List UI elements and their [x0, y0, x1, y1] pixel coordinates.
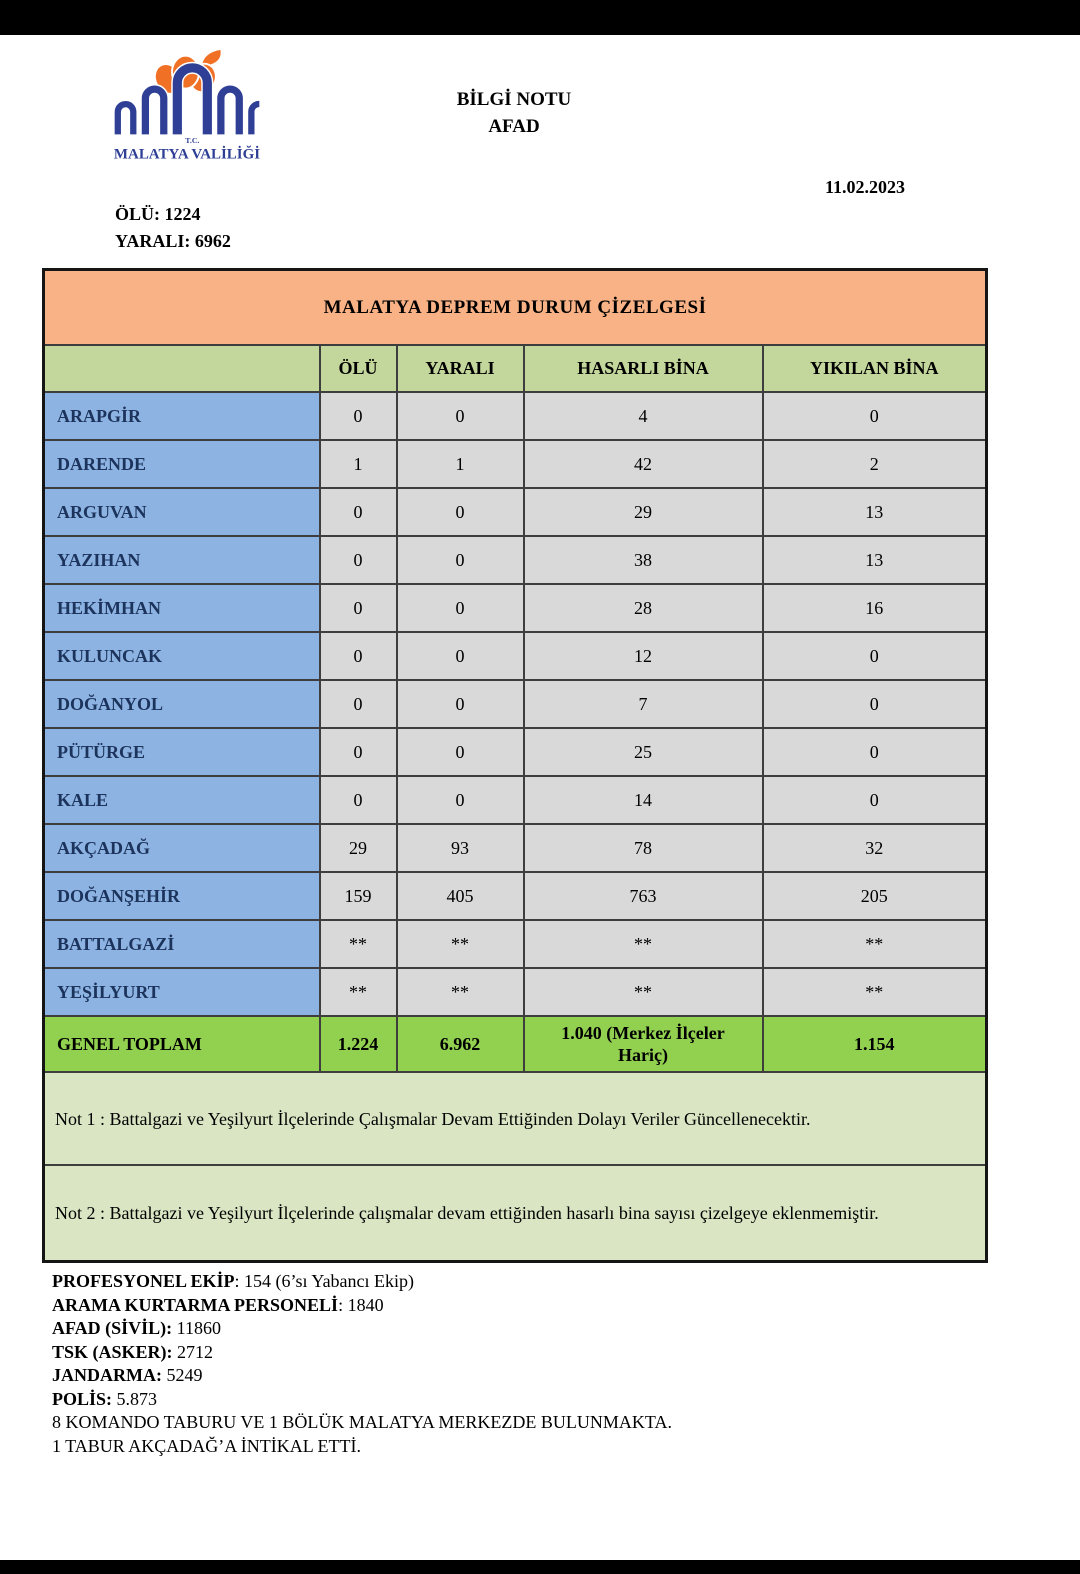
- value-cell: 0: [397, 680, 524, 728]
- value-cell: 205: [763, 872, 987, 920]
- district-row: [44, 536, 987, 584]
- district-row: [44, 488, 987, 536]
- info-line-value: : 1840: [338, 1294, 384, 1315]
- value-cell: 0: [397, 392, 524, 440]
- district-row: [44, 584, 987, 632]
- district-row: [44, 728, 987, 776]
- district-name-cell: BATTALGAZİ: [44, 920, 320, 968]
- document-title-line1: BİLGİ NOTU: [456, 89, 572, 110]
- value-cell: **: [763, 920, 987, 968]
- info-line: [52, 1294, 672, 1318]
- info-line: [52, 1317, 672, 1341]
- district-row: [44, 680, 987, 728]
- document-title-line2: AFAD: [488, 116, 540, 137]
- district-row: [44, 968, 987, 1016]
- district-name-cell: KULUNCAK: [44, 632, 320, 680]
- district-row: [44, 632, 987, 680]
- grand-total-injured: 6.962: [397, 1016, 524, 1072]
- value-cell: 0: [763, 728, 987, 776]
- column-header-collapsed-buildings: YIKILAN BİNA: [763, 345, 987, 392]
- info-line-label: JANDARMA:: [52, 1365, 162, 1385]
- district-row: [44, 776, 987, 824]
- table-head-section: [44, 270, 987, 393]
- summary-dead: ÖLÜ: 1224: [115, 204, 201, 224]
- value-cell: 0: [320, 584, 397, 632]
- value-cell: **: [397, 920, 524, 968]
- value-cell: 2: [763, 440, 987, 488]
- value-cell: 28: [524, 584, 763, 632]
- table-title: MALATYA DEPREM DURUM ÇİZELGESİ: [44, 270, 987, 346]
- info-line: [52, 1435, 672, 1459]
- district-name-cell: DARENDE: [44, 440, 320, 488]
- table-foot-section: [44, 1016, 987, 1262]
- district-name-cell: ARGUVAN: [44, 488, 320, 536]
- info-line-label: AFAD (SİVİL):: [52, 1318, 173, 1338]
- value-cell: **: [524, 920, 763, 968]
- district-name-cell: ARAPGİR: [44, 392, 320, 440]
- district-name-cell: DOĞANŞEHİR: [44, 872, 320, 920]
- casualty-summary: [115, 201, 231, 255]
- district-row: [44, 824, 987, 872]
- note-1-row: [44, 1072, 987, 1165]
- note-1-text: Not 1 : Battalgazi ve Yeşilyurt İlçelerinde Çalışmalar Devam Ettiğinden Dolayı Veriler Güncellenecektir.: [44, 1072, 987, 1165]
- value-cell: 13: [763, 488, 987, 536]
- value-cell: 0: [320, 680, 397, 728]
- grand-total-dead: 1.224: [320, 1016, 397, 1072]
- value-cell: 0: [397, 776, 524, 824]
- value-cell: 0: [763, 776, 987, 824]
- grand-total-label: GENEL TOPLAM: [44, 1016, 320, 1072]
- value-cell: 0: [320, 632, 397, 680]
- value-cell: 38: [524, 536, 763, 584]
- info-line-value: 5249: [161, 1365, 203, 1385]
- column-header-district: [44, 345, 320, 392]
- district-name-cell: PÜTÜRGE: [44, 728, 320, 776]
- info-line-label: POLİS:: [52, 1388, 113, 1409]
- value-cell: 0: [320, 536, 397, 584]
- value-cell: 29: [524, 488, 763, 536]
- malatya-valiligi-logo: [112, 48, 262, 166]
- value-cell: 0: [320, 776, 397, 824]
- value-cell: 0: [397, 488, 524, 536]
- district-row: [44, 872, 987, 920]
- value-cell: 0: [397, 632, 524, 680]
- value-cell: **: [763, 968, 987, 1016]
- column-header-injured: YARALI: [397, 345, 524, 392]
- info-line-value: 5.873: [112, 1388, 158, 1409]
- value-cell: 0: [397, 584, 524, 632]
- table-title-row: [44, 270, 987, 346]
- district-name-cell: DOĞANYOL: [44, 680, 320, 728]
- district-rows-section: [44, 392, 987, 1016]
- district-row: [44, 920, 987, 968]
- grand-total-damaged-text: 1.040 (Merkez İlçeler Hariç): [561, 1023, 725, 1065]
- info-line: [52, 1411, 672, 1435]
- letterbox-top-bar: [0, 0, 1080, 35]
- value-cell: 0: [320, 392, 397, 440]
- value-cell: **: [320, 968, 397, 1016]
- value-cell: 763: [524, 872, 763, 920]
- value-cell: 14: [524, 776, 763, 824]
- district-name-cell: YEŞİLYURT: [44, 968, 320, 1016]
- info-line-value: 11860: [172, 1318, 222, 1338]
- value-cell: 1: [397, 440, 524, 488]
- earthquake-status-table: [42, 268, 988, 1263]
- value-cell: 25: [524, 728, 763, 776]
- logo-wordmark: MALATYA VALİLİĞİ: [113, 146, 256, 163]
- value-cell: 0: [397, 536, 524, 584]
- info-line-value: 1 TABUR AKÇADAĞ’A İNTİKAL ETTİ.: [52, 1435, 362, 1456]
- value-cell: 29: [320, 824, 397, 872]
- district-row: [44, 440, 987, 488]
- note-2-text: Not 2 : Battalgazi ve Yeşilyurt İlçelerinde çalışmalar devam ettiğinden hasarlı bina sayısı çizelgeye eklenmemiştir.: [44, 1165, 987, 1262]
- column-header-dead: ÖLÜ: [320, 345, 397, 392]
- info-line-value: 2712: [172, 1341, 214, 1362]
- info-line-label: TSK (ASKER):: [52, 1341, 173, 1362]
- value-cell: 1: [320, 440, 397, 488]
- logo-tc-text: T.C.: [185, 135, 200, 145]
- district-row: [44, 392, 987, 440]
- document-title: [404, 86, 624, 140]
- personnel-info-block: [52, 1270, 672, 1458]
- value-cell: 13: [763, 536, 987, 584]
- value-cell: **: [397, 968, 524, 1016]
- info-line-value: 8 KOMANDO TABURU VE 1 BÖLÜK MALATYA MERKEZDE BULUNMAKTA.: [52, 1412, 672, 1432]
- value-cell: 93: [397, 824, 524, 872]
- info-line: [52, 1388, 672, 1412]
- value-cell: 405: [397, 872, 524, 920]
- value-cell: 16: [763, 584, 987, 632]
- info-line-value: : 154 (6’sı Yabancı Ekip): [234, 1271, 415, 1291]
- value-cell: 159: [320, 872, 397, 920]
- info-line: [52, 1341, 672, 1365]
- table-header-row: [44, 345, 987, 392]
- value-cell: 0: [397, 728, 524, 776]
- district-name-cell: KALE: [44, 776, 320, 824]
- logo-arches-icon: [114, 62, 260, 135]
- column-header-damaged-buildings: HASARLI BİNA: [524, 345, 763, 392]
- info-line: [52, 1270, 672, 1294]
- value-cell: **: [320, 920, 397, 968]
- district-name-cell: YAZIHAN: [44, 536, 320, 584]
- grand-total-collapsed: 1.154: [763, 1016, 987, 1072]
- value-cell: 42: [524, 440, 763, 488]
- document-date: 11.02.2023: [824, 177, 905, 197]
- district-name-cell: AKÇADAĞ: [44, 824, 320, 872]
- info-line-label: PROFESYONEL EKİP: [52, 1271, 235, 1291]
- grand-total-damaged: [524, 1016, 763, 1072]
- value-cell: 0: [763, 632, 987, 680]
- value-cell: 0: [763, 392, 987, 440]
- value-cell: 12: [524, 632, 763, 680]
- value-cell: 7: [524, 680, 763, 728]
- summary-injured: YARALI: 6962: [115, 231, 231, 251]
- letterbox-bottom-bar: [0, 1560, 1080, 1574]
- value-cell: 4: [524, 392, 763, 440]
- note-2-row: [44, 1165, 987, 1262]
- district-name-cell: HEKİMHAN: [44, 584, 320, 632]
- value-cell: 32: [763, 824, 987, 872]
- value-cell: 0: [320, 488, 397, 536]
- value-cell: 0: [763, 680, 987, 728]
- value-cell: 78: [524, 824, 763, 872]
- info-line-label: ARAMA KURTARMA PERSONELİ: [52, 1294, 339, 1315]
- grand-total-row: [44, 1016, 987, 1072]
- value-cell: 0: [320, 728, 397, 776]
- info-line: [52, 1364, 672, 1388]
- value-cell: **: [524, 968, 763, 1016]
